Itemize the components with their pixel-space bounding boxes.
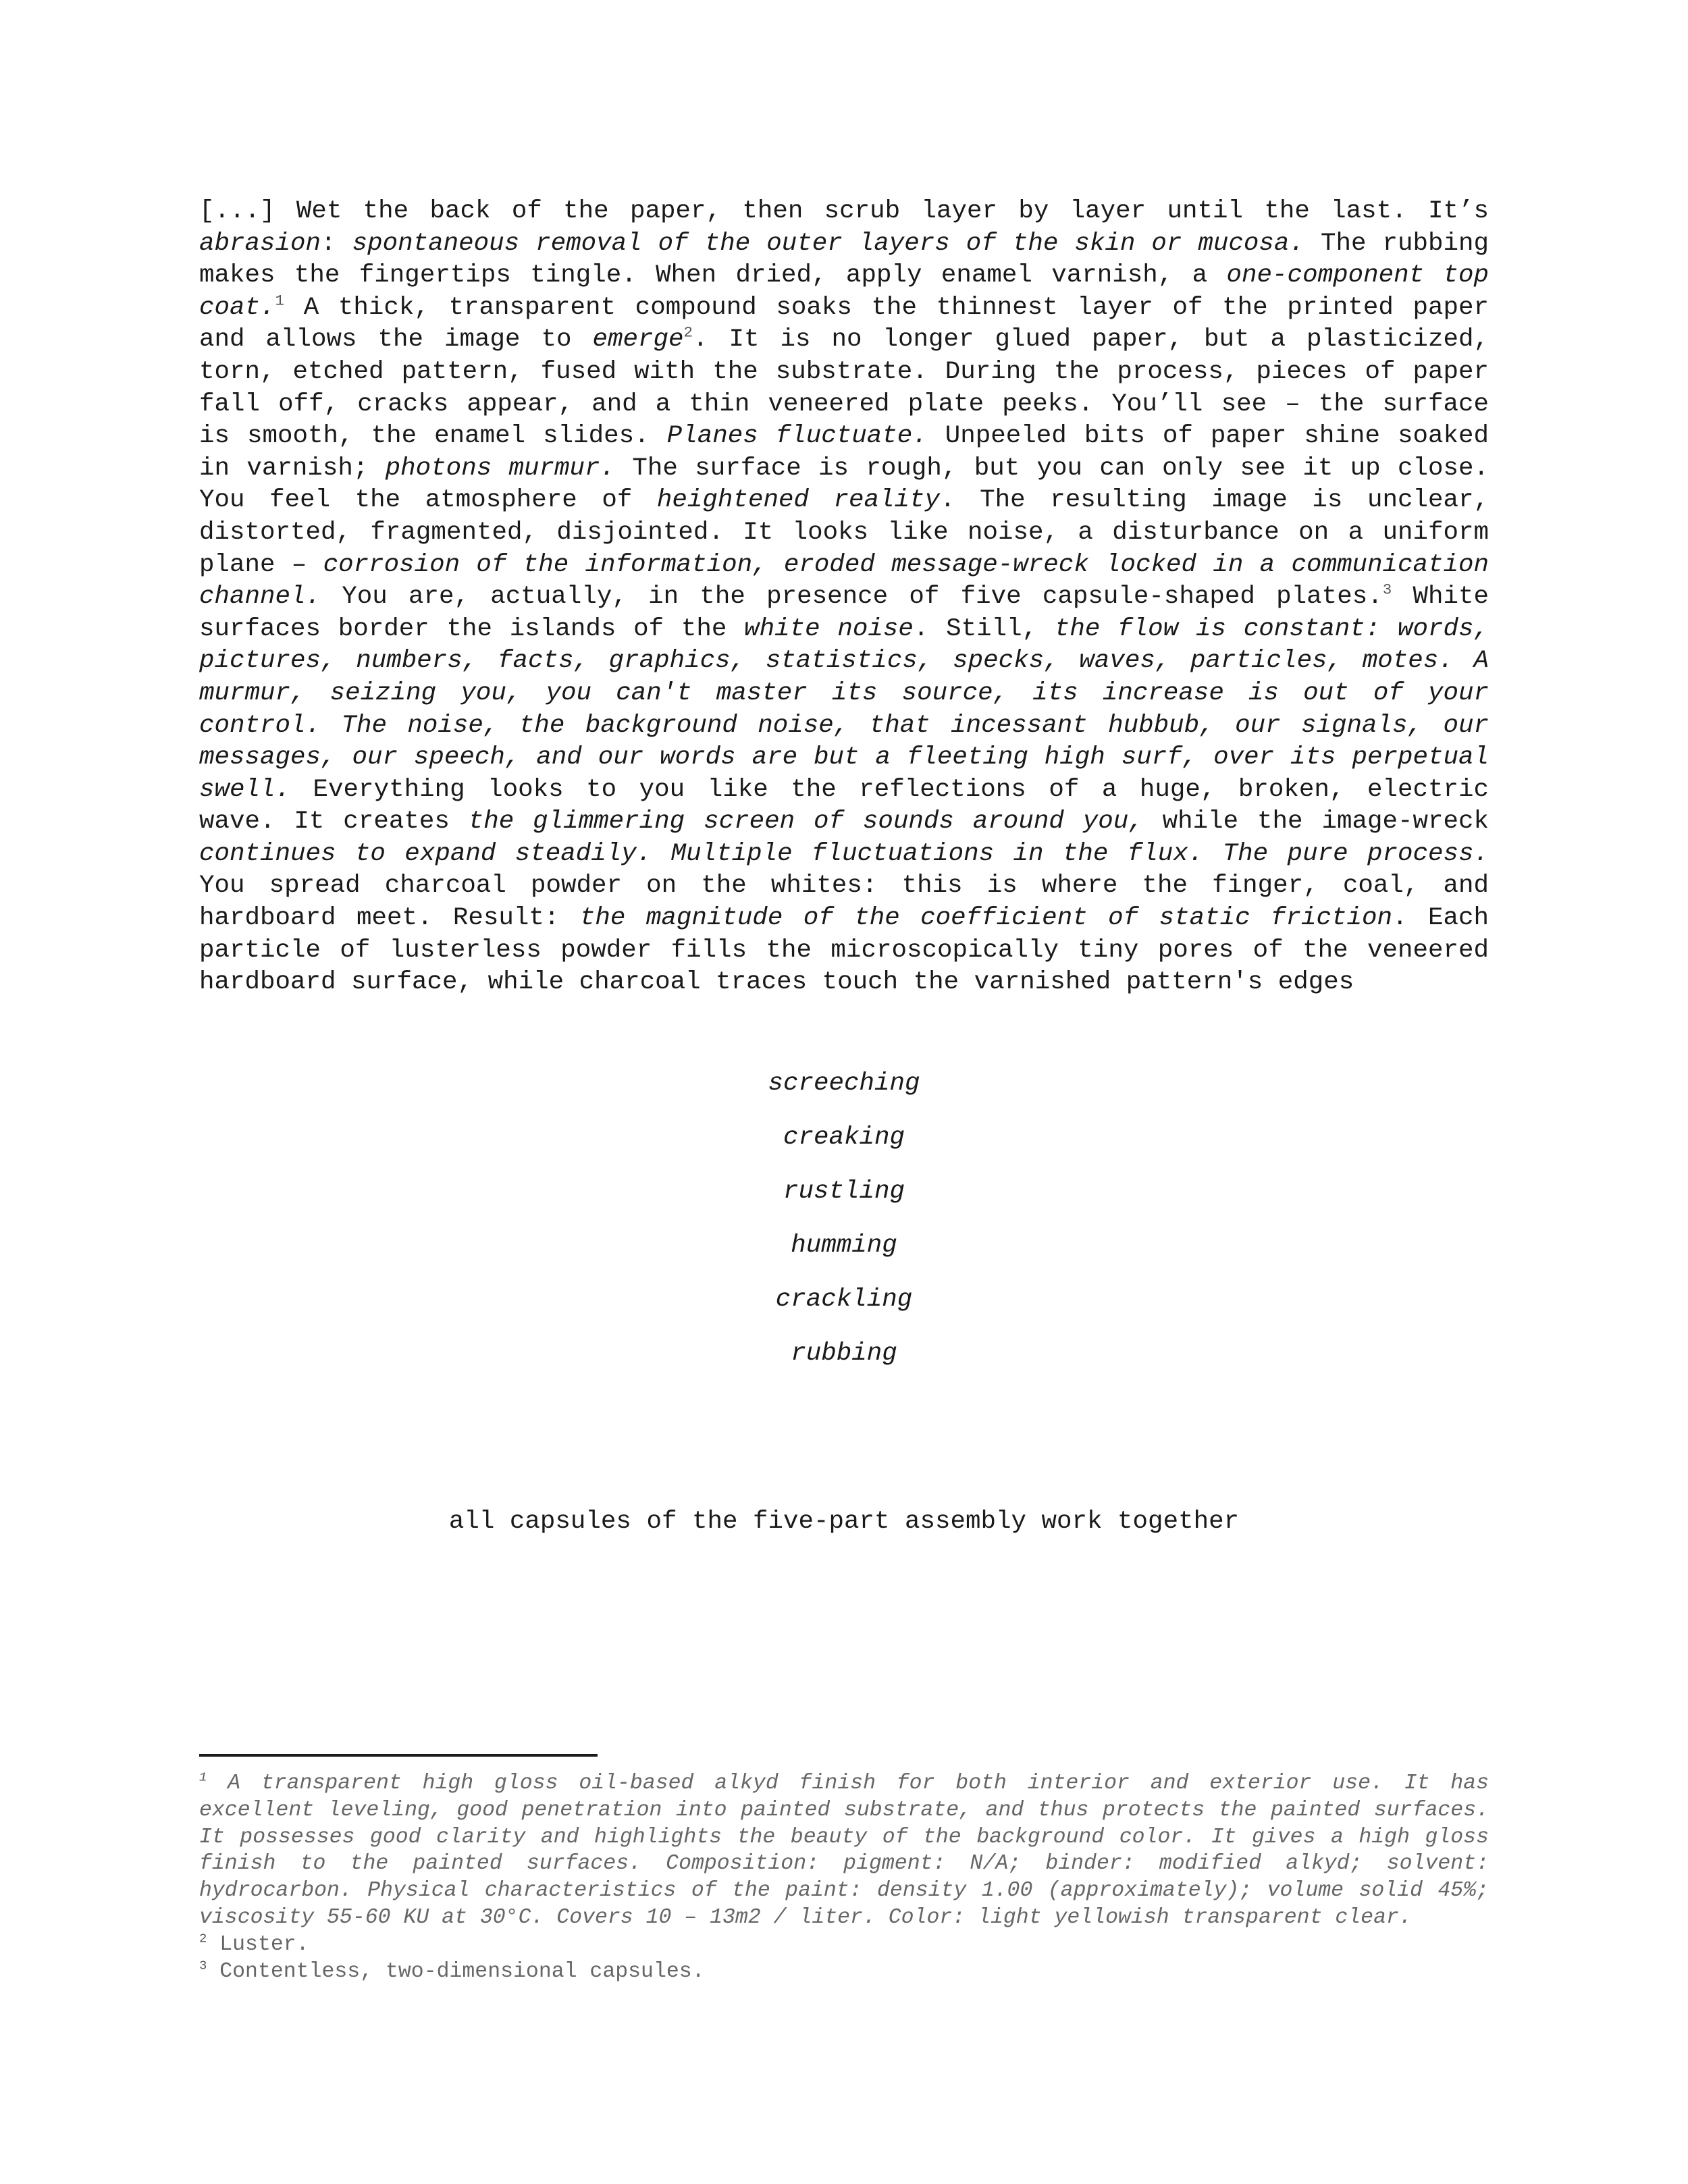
text-run-italic: white noise <box>744 614 914 643</box>
text-run: . It is no longer glued paper, but a plasticized, torn, etched pattern, fused with the substrate. During the process, pieces of paper fall off, cracks appear, and a thin veneered plate peeks. You’ll see – the surface is smooth, the enamel slides. <box>199 325 1489 451</box>
sound-word: rubbing <box>791 1339 897 1368</box>
text-run: while the image-wreck <box>1143 807 1489 836</box>
assembly-line: all capsules of the five-part assembly work together <box>448 1508 1240 1536</box>
text-run-italic: the magnitude of the coefficient of static friction <box>579 904 1393 933</box>
text-run-italic: the flow is constant: words, pictures, numbers, facts, graphics, statistics, specks, waves, particles, motes. A murmur, seizing you, you can't master its source, its increase is out of your control. The noise, the background noise, that incessant hubbub, our signals, our messages, our speech, and our words are but a fleeting high surf, over its perpetual swell. <box>199 614 1489 804</box>
text-run: White surfaces border the islands of the <box>199 583 1489 643</box>
text-run-italic: heightened reality <box>656 486 941 515</box>
text-run-italic: Planes fluctuate. <box>666 422 928 451</box>
sound-word: creaking <box>783 1123 905 1152</box>
footnote-text: Luster. <box>207 1932 309 1956</box>
text-run: Unpeeled bits of paper shine soaked in varnish; <box>199 422 1489 483</box>
footnote-3 <box>199 1959 1489 1986</box>
footnote-text: A transparent high gloss oil-based alkyd finish for both interior and exterior use. It has excellent leveling, good penetration into painted substrate, and thus protects the painted surfaces. It possesses good clarity and highlights the beauty of the background color. It gives a high gloss finish to the painted surfaces. Composition: pigment: N/A; binder: modified alkyd; solvent: hydrocarbon. Physical characteristics of the paint: density 1.00 (approximately); volume solid 45%; viscosity 55-60 KU at 30°C. Covers 10 – 13m2 / liter. Color: light yellowish transparent clear. <box>199 1772 1489 1929</box>
text-run-italic: spontaneous removal of the outer layers of the skin or mucosa. <box>352 229 1304 258</box>
text-run: You are, actually, in the presence of five capsule-shaped plates. <box>321 583 1383 612</box>
footnote-text: Contentless, two-dimensional capsules. <box>207 1959 705 1983</box>
text-run: . Still, <box>913 614 1055 643</box>
footnote-divider <box>199 1754 598 1757</box>
footnote-1 <box>199 1770 1489 1932</box>
text-run: The rubbing makes the fingertips tingle. When dried, apply enamel varnish, a <box>199 229 1489 290</box>
text-run-italic: emerge <box>592 325 684 354</box>
footnote-2 <box>199 1932 1489 1959</box>
sound-word: crackling <box>775 1285 913 1314</box>
text-run-italic: photons murmur. <box>385 454 616 483</box>
text-run: [...] Wet the back of the paper, then scrub layer by layer until the last. It’s <box>199 197 1489 225</box>
text-run: . The resulting image is unclear, distorted, fragmented, disjointed. It looks like noise, a disturbance on a uniform plane – <box>199 486 1489 579</box>
text-run: . Each particle of lusterless powder fills the microscopically tiny pores of the veneered hardboard surface, while charcoal traces touch the varnished pattern's edges <box>199 904 1489 997</box>
text-run-italic: one-component top coat. <box>199 261 1489 322</box>
footnote-ref-2: 2 <box>683 323 693 342</box>
text-run-italic: corrosion of the information, eroded message-wreck locked in a communication channel. <box>199 550 1489 612</box>
sound-word: humming <box>791 1231 897 1260</box>
text-run: You spread charcoal powder on the whites: this is where the finger, coal, and hardboard meet. Result: <box>199 872 1489 933</box>
footnotes <box>199 1770 1489 1985</box>
footnote-ref-1: 1 <box>275 292 285 310</box>
text-run-italic: the glimmering screen of sounds around you, <box>468 807 1144 836</box>
text-run-italic: abrasion <box>199 229 321 258</box>
text-run: : <box>321 229 352 258</box>
sound-word: screeching <box>768 1069 920 1098</box>
footnote-ref-3: 3 <box>1382 581 1392 599</box>
text-run: A thick, transparent compound soaks the thinnest layer of the printed paper and allows the image to <box>199 293 1489 354</box>
text-run: Everything looks to you like the reflections of a huge, broken, electric wave. It creates <box>199 775 1489 836</box>
footnote-mark: 1 <box>199 1769 207 1785</box>
main-paragraph <box>199 196 1489 999</box>
text-run: The surface is rough, but you can only see it up close. You feel the atmosphere of <box>199 454 1489 515</box>
footnote-mark: 2 <box>199 1931 207 1946</box>
text-run-italic: continues to expand steadily. Multiple fluctuations in the flux. The pure process. <box>199 839 1489 868</box>
sound-word: rustling <box>783 1177 905 1206</box>
footnote-mark: 3 <box>199 1958 207 1973</box>
sound-word-list <box>199 1070 1489 1394</box>
document-page <box>199 196 1489 1983</box>
